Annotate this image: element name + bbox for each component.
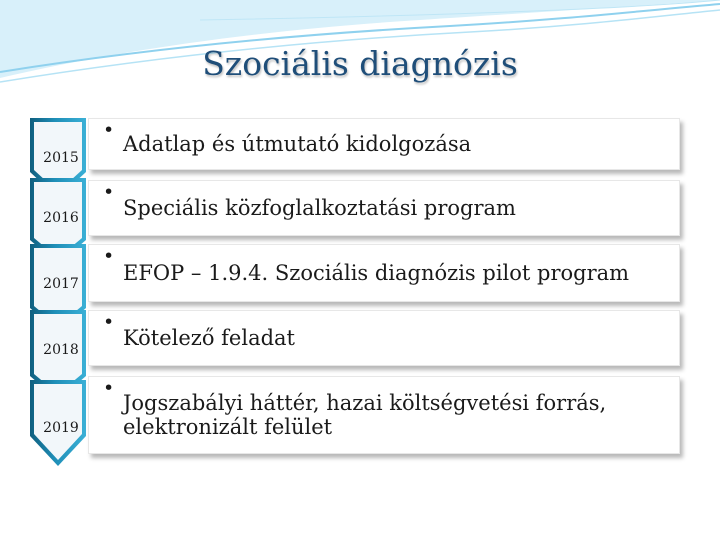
bullet-icon: •	[103, 377, 115, 399]
timeline-card	[88, 376, 680, 454]
timeline-card	[88, 244, 680, 302]
timeline-card	[88, 310, 680, 366]
year-label: 2018	[43, 342, 79, 358]
year-label: 2017	[43, 276, 79, 292]
year-label: 2019	[43, 420, 79, 436]
timeline-text: Adatlap és útmutató kidolgozása	[123, 132, 472, 156]
year-label: 2016	[43, 210, 79, 226]
timeline-card	[88, 180, 680, 236]
year-label: 2015	[43, 150, 79, 166]
bullet-icon: •	[103, 311, 115, 333]
timeline-text: Speciális közfoglalkoztatási program	[123, 196, 516, 220]
page-title: Szociális diagnózis	[202, 44, 518, 83]
bullet-icon: •	[103, 119, 115, 141]
timeline-text: Kötelező feladat	[123, 326, 295, 350]
timeline-text: Jogszabályi háttér, hazai költségvetési forrás, elektronizált felület	[123, 391, 607, 439]
bullet-icon: •	[103, 245, 115, 267]
timeline-card	[88, 118, 680, 170]
timeline-text: EFOP – 1.9.4. Szociális diagnózis pilot program	[123, 261, 630, 285]
bullet-icon: •	[103, 181, 115, 203]
